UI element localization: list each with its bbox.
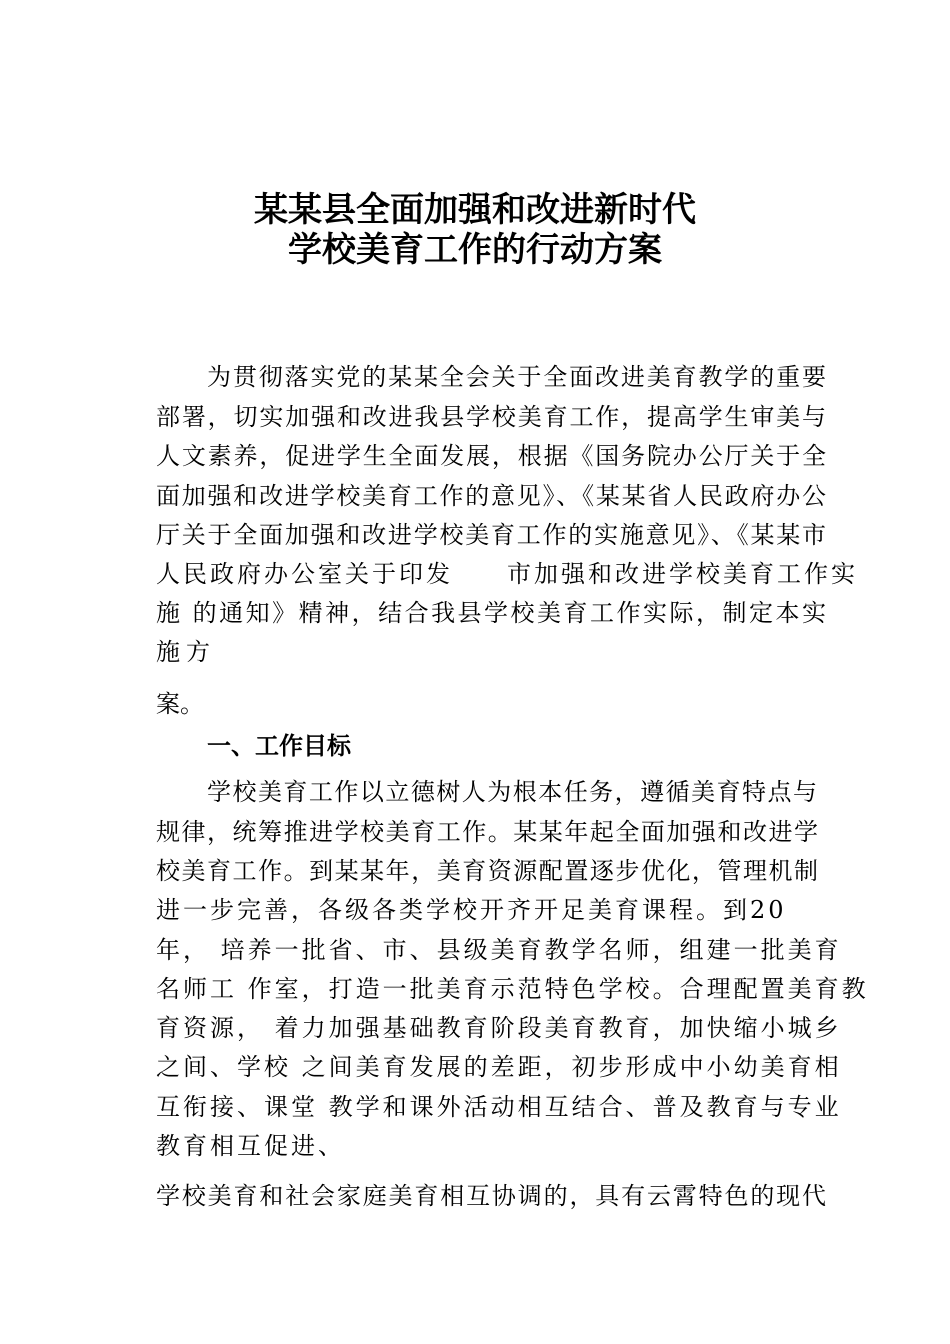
- intro-line-3: 人文素养，促进学生全面发展，根据《国务院办公厅关于全: [156, 442, 826, 470]
- section1-line-5: 年， 培养一批省、市、县级美育教学名师，组建一批美育: [156, 936, 842, 964]
- section1-line-9: 互衔接、课堂 教学和课外活动相互结合、普及教育与专业: [156, 1093, 842, 1121]
- intro-line-6: 人民政府办公室关于印发 市加强和改进学校美育工作实: [156, 560, 858, 588]
- section1-line-6: 名师工 作室，打造一批美育示范特色学校。合理配置美育教: [156, 975, 869, 1003]
- section1-line-7: 育资源， 着力加强基础教育阶段美育教育，加快缩小城乡: [156, 1014, 842, 1042]
- section1-line-10: 教育相互促进、: [156, 1132, 345, 1160]
- section-heading-work-goals: 一、工作目标: [207, 732, 351, 760]
- document-title-line-2: 学校美育工作的行动方案: [288, 230, 662, 270]
- intro-line-5: 厅关于全面加强和改进学校美育工作的实施意见》、《某某市: [156, 521, 826, 549]
- intro-line-8: 施方: [156, 638, 216, 666]
- section1-line-11: 学校美育和社会家庭美育相互协调的，具有云霄特色的现代: [156, 1182, 826, 1210]
- section1-line-3: 校美育工作。到某某年，美育资源配置逐步优化，管理机制: [156, 857, 818, 885]
- intro-line-1: 为贯彻落实党的某某全会关于全面改进美育教学的重要: [207, 363, 826, 391]
- section1-line-2: 规律，统筹推进学校美育工作。某某年起全面加强和改进学: [156, 818, 818, 846]
- intro-line-9: 案。: [156, 690, 204, 718]
- intro-line-4: 面加强和改进学校美育工作的意见》、《某某省人民政府办公: [156, 482, 826, 510]
- section1-line-4: 进一步完善，各级各类学校开齐开足美育课程。到20: [156, 896, 787, 924]
- intro-line-7: 施 的通知》精神，结合我县学校美育工作实际，制定本实: [156, 599, 826, 627]
- section1-line-1: 学校美育工作以立德树人为根本任务，遵循美育特点与: [207, 778, 817, 806]
- section1-line-8: 之间、学校 之间美育发展的差距，初步形成中小幼美育相: [156, 1053, 842, 1081]
- intro-line-2: 部署，切实加强和改进我县学校美育工作，提高学生审美与: [156, 403, 826, 431]
- document-title-line-1: 某某县全面加强和改进新时代: [254, 190, 696, 230]
